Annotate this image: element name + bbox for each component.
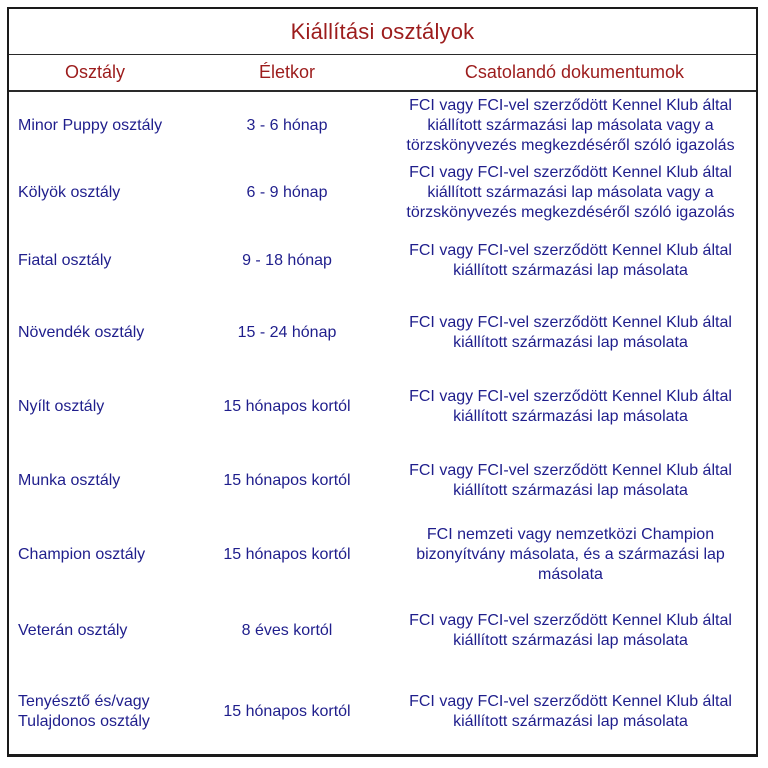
table-row <box>9 370 756 444</box>
documents-cell <box>393 313 756 353</box>
class-name-cell: Fiatal osztály <box>18 252 112 269</box>
documents-cell <box>393 387 756 427</box>
class-name-cell: Champion osztály <box>18 546 146 563</box>
age-cell: 15 hónapos kortól <box>223 702 351 720</box>
documents-cell <box>393 525 756 585</box>
page-title: Kiállítási osztályok <box>290 18 475 44</box>
table-title-row <box>9 9 756 55</box>
age-cell: 8 éves kortól <box>241 621 333 639</box>
table-row <box>9 159 756 226</box>
table-row <box>9 92 756 159</box>
class-name-cell: Minor Puppy osztály <box>18 116 163 134</box>
documents-text: FCI nemzeti vagy nemzetközi Champion bizonyítvány másolata, és a származási lap másolata <box>416 526 725 583</box>
age-cell: 15 hónapos kortól <box>223 546 351 563</box>
documents-cell <box>393 461 756 501</box>
documents-text: FCI vagy FCI-vel szerződött Kennel Klub által kiállított származási lap másolata vagy a törzskönyvezés megkezdéséről szóló igazolás <box>406 96 735 154</box>
exhibition-classes-table <box>7 7 758 757</box>
table-row <box>9 444 756 518</box>
documents-cell <box>393 692 756 732</box>
class-name-cell: Tenyésztő és/vagy Tulajdonos osztály <box>18 692 150 730</box>
table-row <box>9 226 756 296</box>
documents-text: FCI vagy FCI-vel szerződött Kennel Klub által kiállított származási lap másolata <box>409 692 732 730</box>
class-name-cell: Növendék osztály <box>18 324 145 341</box>
documents-text: FCI vagy FCI-vel szerződött Kennel Klub által kiállított származási lap másolata <box>409 242 732 279</box>
class-name-cell: Veterán osztály <box>18 621 128 639</box>
documents-cell <box>393 163 756 223</box>
age-cell: 9 - 18 hónap <box>242 252 332 269</box>
documents-text: FCI vagy FCI-vel szerződött Kennel Klub által kiállított származási lap másolata <box>409 314 732 351</box>
column-header-age: Életkor <box>258 62 316 82</box>
table-row <box>9 669 756 754</box>
table-row <box>9 296 756 370</box>
documents-text: FCI vagy FCI-vel szerződött Kennel Klub által kiállított származási lap másolata <box>409 611 732 649</box>
table-row <box>9 592 756 669</box>
age-cell: 6 - 9 hónap <box>246 183 328 201</box>
documents-cell <box>393 611 756 651</box>
class-name-cell: Nyílt osztály <box>18 398 105 415</box>
column-header-class: Osztály <box>64 62 125 82</box>
column-header-documents: Csatolandó dokumentumok <box>464 62 685 82</box>
documents-cell <box>393 241 756 281</box>
age-cell: 15 hónapos kortól <box>223 472 351 489</box>
documents-cell <box>393 96 756 156</box>
documents-text: FCI vagy FCI-vel szerződött Kennel Klub által kiállított származási lap másolata <box>409 388 732 425</box>
table-body <box>9 92 756 754</box>
class-name-cell: Munka osztály <box>18 472 121 489</box>
class-name-cell: Kölyök osztály <box>18 183 121 201</box>
documents-text: FCI vagy FCI-vel szerződött Kennel Klub által kiállított származási lap másolata <box>409 462 732 499</box>
age-cell: 3 - 6 hónap <box>246 116 328 134</box>
age-cell: 15 hónapos kortól <box>223 398 351 415</box>
table-row <box>9 518 756 592</box>
documents-text: FCI vagy FCI-vel szerződött Kennel Klub által kiállított származási lap másolata vagy a törzskönyvezés megkezdéséről szóló igazolás <box>406 163 735 221</box>
age-cell: 15 - 24 hónap <box>237 324 337 341</box>
table-header-row <box>9 55 756 92</box>
